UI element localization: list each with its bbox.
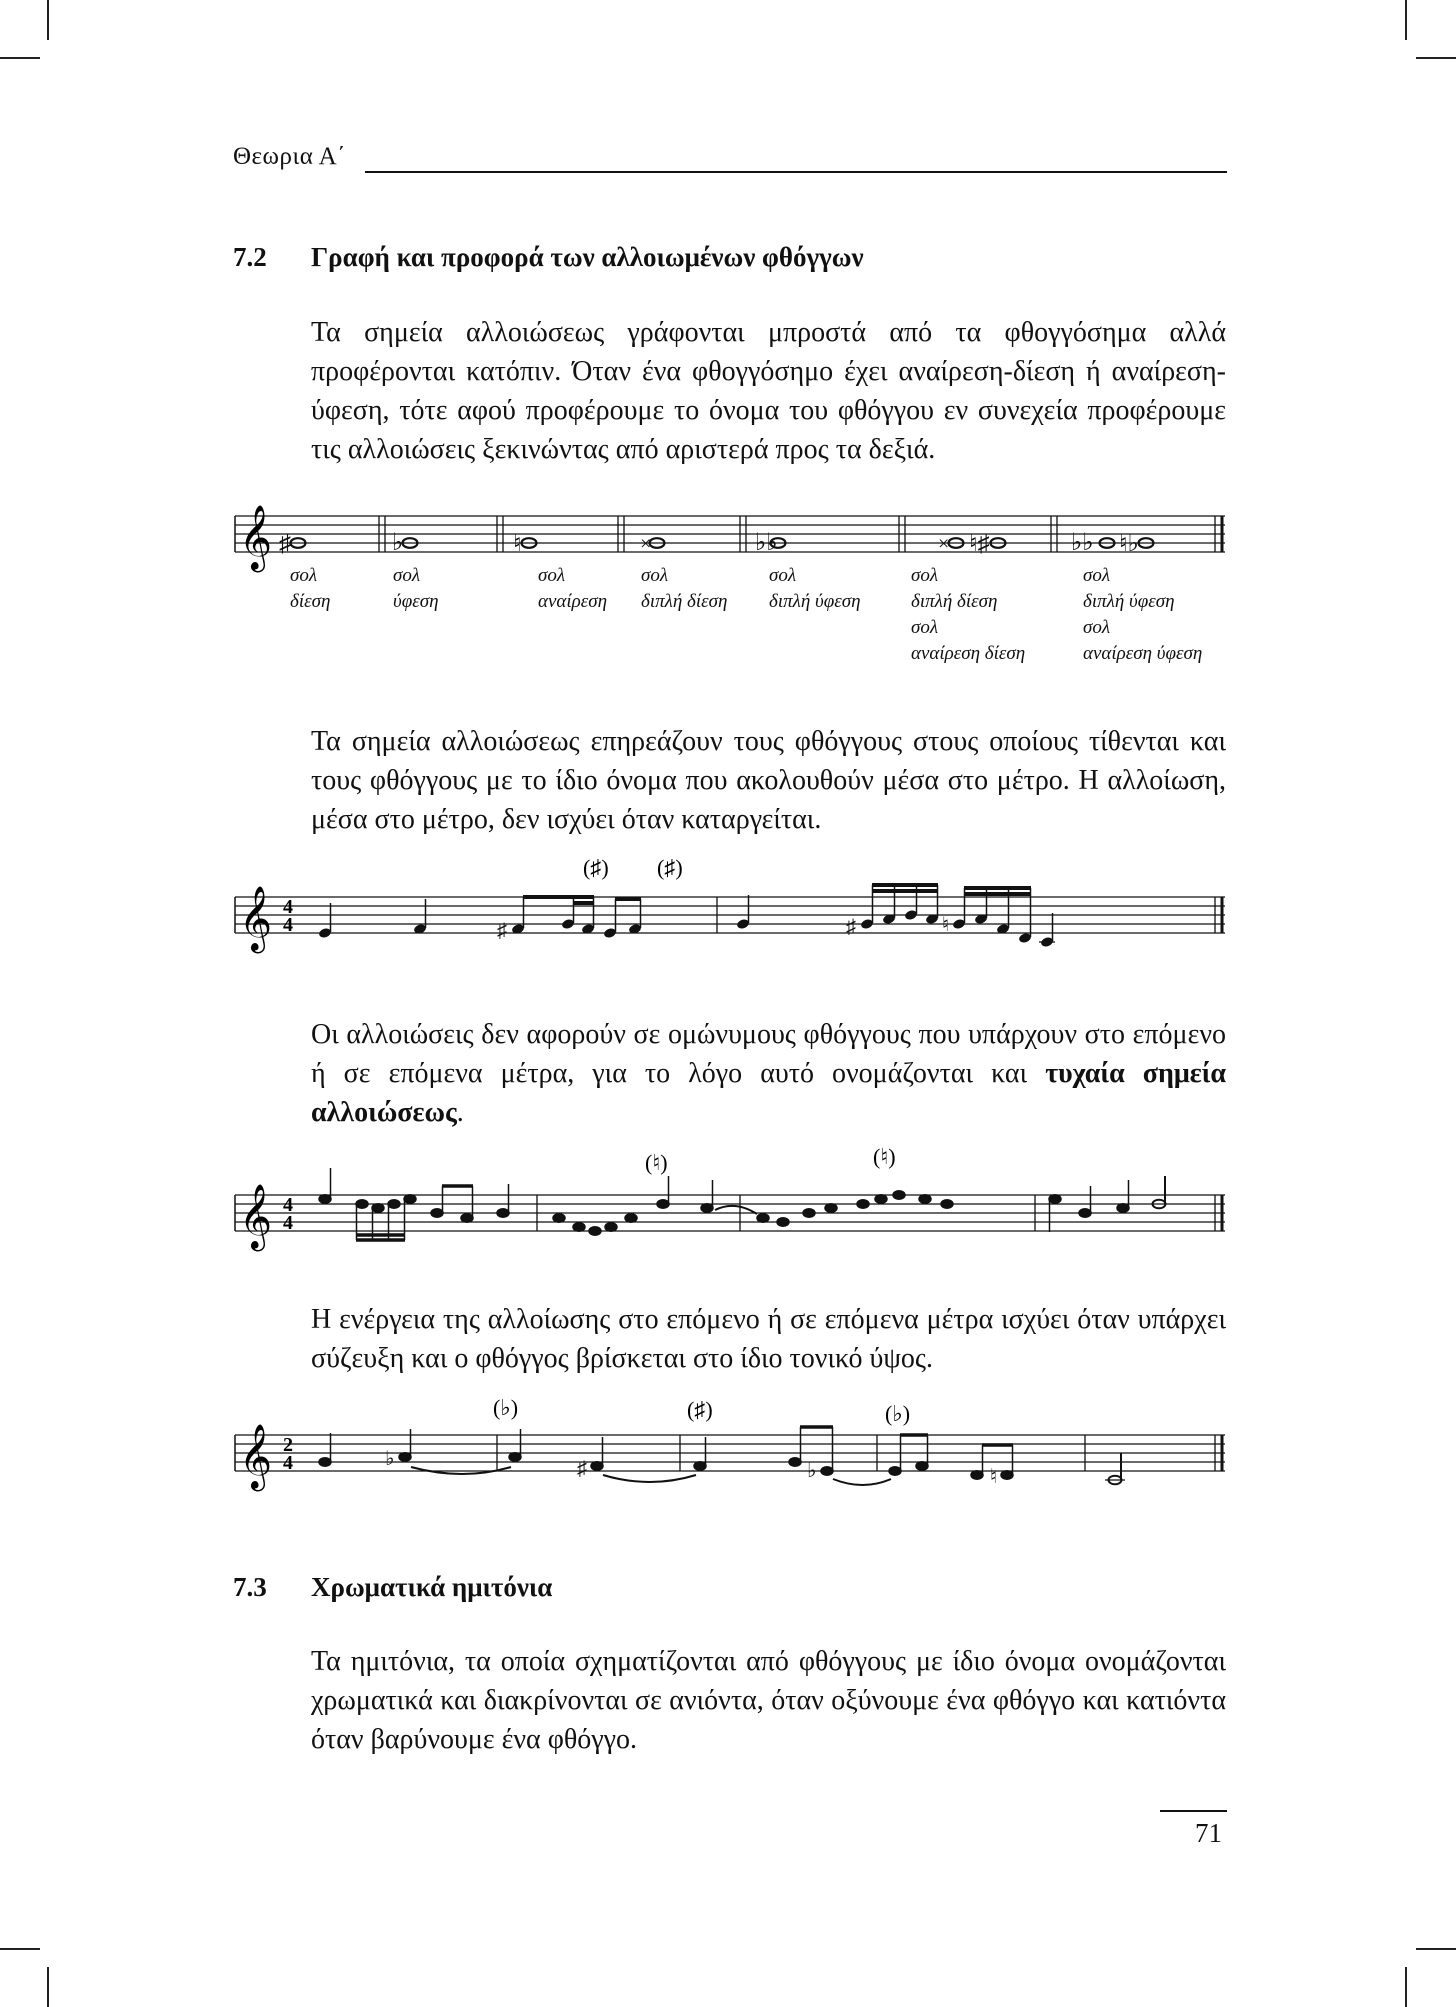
- double-sharp-icon: ×: [938, 533, 950, 555]
- treble-clef-icon: 𝄞: [239, 1426, 273, 1488]
- note-label: σολ: [1083, 565, 1111, 586]
- sharp-icon: ♯: [279, 531, 291, 557]
- paragraph: Η ενέργεια της αλλοίωσης στο επόμενο ή σε επόμενα μέτρα ισχύει όταν υπάρχει σύζευξη και ο φθόγγος βρίσκεται στο ίδιο τονικό ύψος.: [311, 1304, 1226, 1374]
- section-number: 7.3: [233, 1572, 267, 1602]
- flat-icon: ♭: [392, 530, 404, 556]
- svg-text:4: 4: [283, 914, 293, 936]
- note-label: διπλή δίεση: [911, 591, 998, 612]
- running-header: Θεωρια Α΄: [233, 143, 347, 170]
- svg-text:4: 4: [283, 896, 293, 918]
- treble-clef-icon: 𝄞: [239, 507, 273, 569]
- note-label: διπλή ύφεση: [1083, 591, 1175, 612]
- courtesy-sharp-icon: (♯): [657, 855, 683, 880]
- notes: [318, 895, 1055, 948]
- crop-mark: [1416, 1948, 1456, 1950]
- note-labels: [290, 565, 1202, 664]
- natural-flat-icon: ♮♭: [1119, 531, 1139, 557]
- note-label: σολ: [290, 565, 318, 586]
- note-label: διπλή ύφεση: [769, 591, 861, 612]
- svg-text:4: 4: [283, 1194, 293, 1216]
- section-title: Γραφή και προφορά των αλλοιωμένων φθόγγων: [311, 242, 864, 272]
- svg-text:♮: ♮: [942, 914, 950, 936]
- paragraph: Τα σημεία αλλοιώσεως επηρεάζουν τους φθόγγους στους οποίους τίθενται και τους φθόγγους με το ίδιο όνομα που ακολουθούν μέσα στο μέτρο. Η αλλοίωση, μέσα στο μέτρο, δεν ισχύει όταν καταργείται.: [311, 726, 1226, 835]
- crop-mark: [0, 57, 40, 59]
- crop-mark: [1405, 1967, 1407, 2007]
- courtesy-sharp-icon: (♯): [583, 855, 609, 880]
- paragraph: Τα σημεία αλλοιώσεως γράφονται μπροστά από τα φθογγόσημα αλλά προφέρονται κατόπιν. Όταν ένα φθογγόσημο έχει αναίρεση-δίεση ή αναίρεση-ύφεση, τότε αφού προφέρουμε το όνομα του φθόγγου εν συνεχεία προφέρουμε τις αλλοιώσεις ξεκινώντας από αριστερά προς τα δεξιά.: [311, 317, 1226, 465]
- paragraph: Τα ημιτόνια, τα οποία σχηματίζονται από φθόγγους με ίδιο όνομα ονομάζονται χρωματικά και διακρίνονται σε ανιόντα, όταν οξύνουμε ένα φθόγγο και κατιόντα όταν βαρύνουμε ένα φθόγγο.: [311, 1646, 1226, 1755]
- tie: [833, 1479, 891, 1485]
- header-rule: [365, 171, 1227, 173]
- crop-mark: [0, 1948, 40, 1950]
- note-label: σολ: [393, 565, 421, 586]
- time-signature: [283, 1194, 293, 1234]
- time-signature: [283, 896, 293, 936]
- natural-icon: ♮: [513, 531, 522, 557]
- note-label: αναίρεση ύφεση: [1083, 643, 1203, 664]
- svg-text:2: 2: [283, 1434, 293, 1456]
- note-label: σολ: [769, 565, 797, 586]
- crop-mark: [47, 0, 49, 40]
- treble-clef-icon: 𝄞: [239, 1186, 273, 1248]
- note-label: σολ: [1083, 617, 1111, 638]
- tie: [603, 1475, 696, 1482]
- note-label: διπλή δίεση: [641, 591, 728, 612]
- notes: [319, 1427, 1013, 1488]
- music-example-3: [235, 1144, 1235, 1258]
- svg-text:♯: ♯: [577, 1458, 587, 1480]
- svg-text:♮: ♮: [990, 1466, 998, 1488]
- note-label: δίεση: [290, 591, 331, 612]
- courtesy-sharp-icon: (♯): [687, 1397, 713, 1422]
- section-number: 7.2: [233, 242, 267, 272]
- svg-text:♭: ♭: [385, 1448, 395, 1470]
- note-label: ύφεση: [393, 591, 439, 612]
- footer-rule: [1160, 1810, 1227, 1812]
- music-example-4: [235, 1395, 1235, 1505]
- courtesy-flat-icon: (♭): [885, 1401, 911, 1426]
- svg-text:4: 4: [283, 1212, 293, 1234]
- note-label: αναίρεση δίεση: [911, 643, 1026, 664]
- treble-clef-icon: 𝄞: [239, 888, 273, 950]
- svg-text:♯: ♯: [497, 920, 507, 942]
- note-label: αναίρεση: [538, 591, 608, 612]
- courtesy-flat-icon: (♭): [493, 1395, 519, 1420]
- section-title: Χρωματικά ημιτόνια: [311, 1572, 553, 1602]
- svg-text:♭: ♭: [807, 1460, 817, 1482]
- natural-sharp-icon: ♮♯: [969, 531, 990, 557]
- music-example-accidentals: [235, 500, 1235, 670]
- staff-lines: [235, 1195, 1225, 1231]
- double-sharp-icon: ×: [640, 533, 652, 555]
- crop-mark: [1416, 57, 1456, 59]
- music-example-2: [235, 855, 1235, 955]
- courtesy-natural-icon: (♮): [873, 1144, 896, 1169]
- note-label: σολ: [538, 565, 566, 586]
- staff-lines: [235, 897, 1225, 933]
- courtesy-natural-icon: (♮): [645, 1150, 668, 1175]
- page-number: 71: [1195, 1818, 1222, 1848]
- svg-text:♯: ♯: [846, 916, 856, 938]
- note-label: σολ: [911, 565, 939, 586]
- double-flat-icon: ♭♭: [755, 530, 778, 556]
- crop-mark: [47, 1967, 49, 2007]
- double-flat-icon: ♭♭: [1071, 530, 1094, 556]
- note-label: σολ: [641, 565, 669, 586]
- time-signature: [283, 1434, 293, 1474]
- svg-text:4: 4: [283, 1452, 293, 1474]
- staff-lines: [235, 1435, 1225, 1471]
- note-label: σολ: [911, 617, 939, 638]
- crop-mark: [1405, 0, 1407, 40]
- paragraph: Οι αλλοιώσεις δεν αφορούν σε ομώνυμους φθόγγους που υπάρχουν στο επόμενο ή σε επόμενα μέτρα, για το λόγο αυτό ονομάζονται και τυχαία σημεία αλλοιώσεως.: [311, 1019, 1227, 1128]
